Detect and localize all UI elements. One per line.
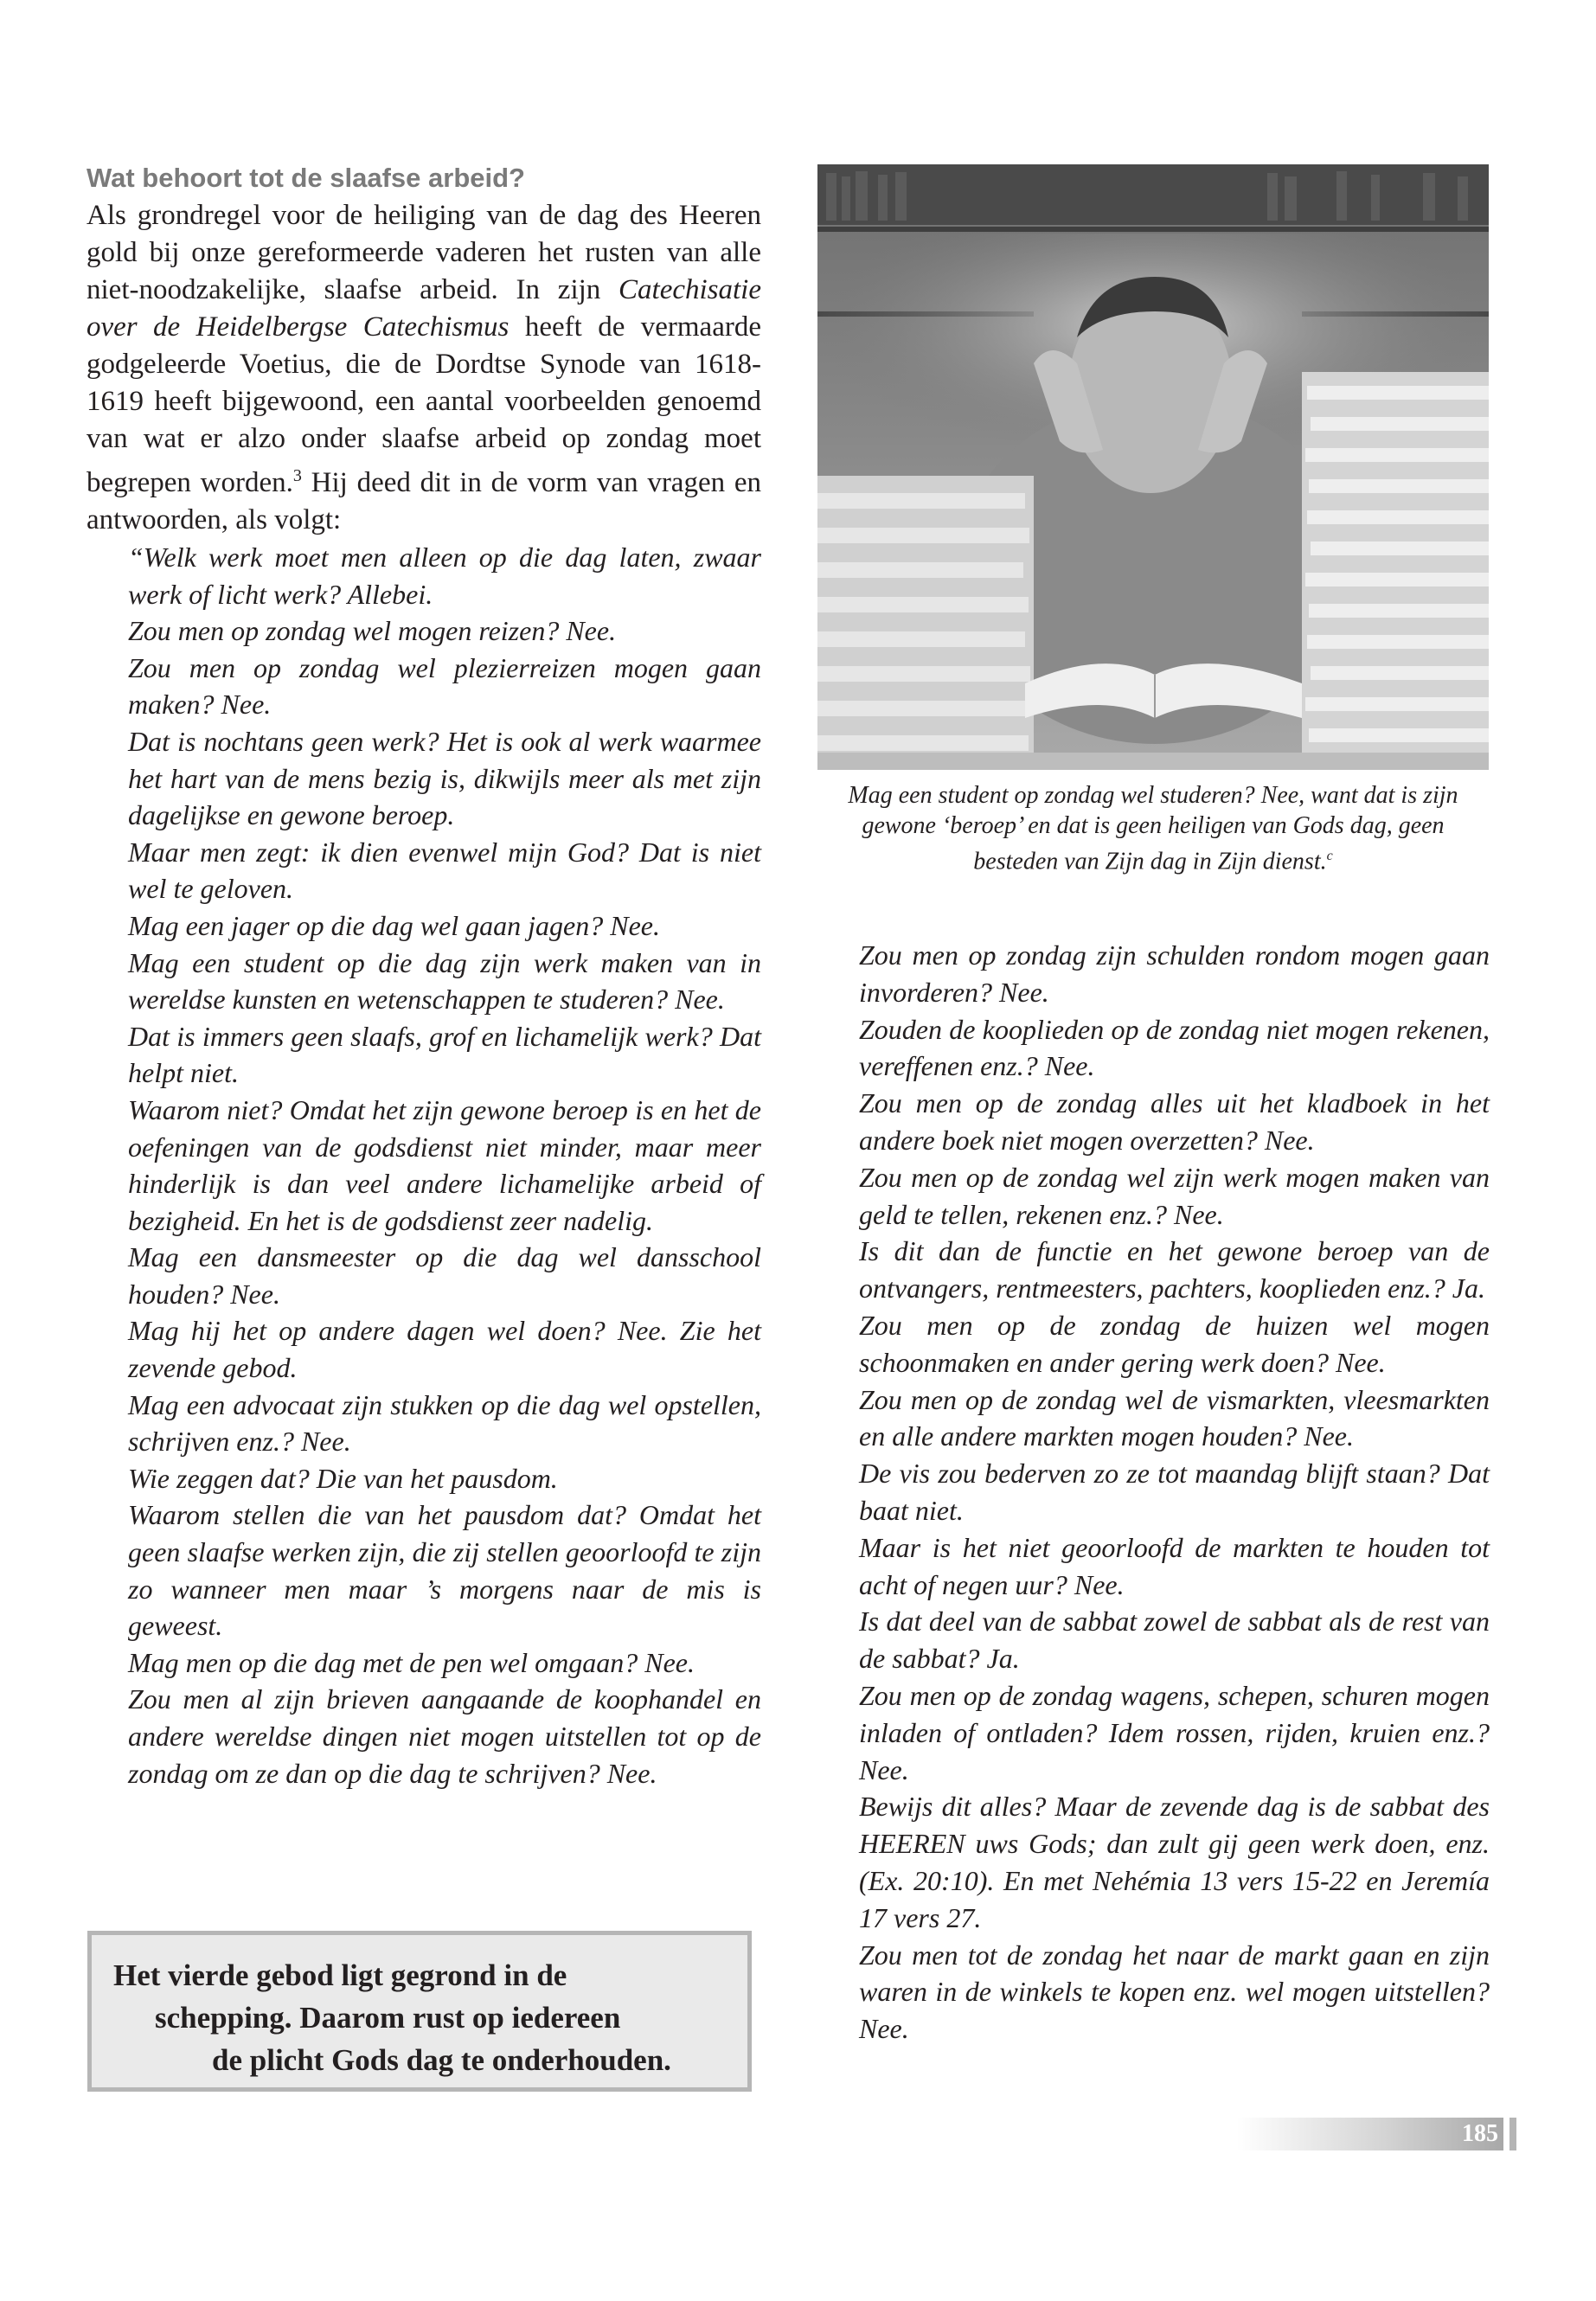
photo-caption xyxy=(817,780,1490,876)
quote-line: Waarom stellen die van het pausdom dat? Omdat het geen slaafse werken zijn, die zij stellen geoorloofd te zijn zo wanneer men maar ’s morgens naar de mis is geweest. xyxy=(128,1499,761,1642)
quote-list-left xyxy=(128,539,761,1791)
quote-line: “Welk werk moet men alleen op die dag laten, zwaar werk of licht werk? Allebei. xyxy=(128,542,761,610)
quote-line: Zou men op de zondag alles uit het kladboek in het andere boek niet mogen overzetten? Nee. xyxy=(859,1087,1490,1156)
quote-line: Dat is nochtans geen werk? Het is ook al werk waarmee het hart van de mens bezig is, dikwijls meer als met zijn dagelijkse en gewone beroep. xyxy=(128,725,761,831)
intro-paragraph xyxy=(87,197,761,539)
intro-text-middle: heeft de vermaarde godgeleerde Voetius, die de Dordtse Synode van 1618-1619 heeft bijgewoond, een aantal voorbeelden genoemd van wat er alzo onder slaafse arbeid op zondag moet begrepen worden. xyxy=(87,311,761,498)
quote-line: Zou men op zondag wel plezierreizen mogen gaan maken? Nee. xyxy=(128,651,761,721)
intro-text-end: Hij deed dit in de vorm van vragen en antwoorden, als volgt: xyxy=(87,467,761,535)
quote-line: Is dat deel van de sabbat zowel de sabbat als de rest van de sabbat? Ja. xyxy=(859,1606,1490,1675)
page-number-tick xyxy=(1509,2118,1516,2150)
quote-line: Maar men zegt: ik dien evenwel mijn God? Dat is niet wel te geloven. xyxy=(128,836,761,905)
quote-line: Zou men op de zondag wel de vismarkten, vleesmarkten en alle andere markten mogen houden? Nee. xyxy=(859,1383,1490,1452)
student-reading-image xyxy=(817,164,1489,770)
caption-ref: c xyxy=(1326,849,1333,863)
quote-line: De vis zou bederven zo ze tot maandag blijft staan? Dat baat niet. xyxy=(859,1458,1490,1526)
quote-line: Zou men op zondag wel mogen reizen? Nee. xyxy=(128,615,617,647)
quote-line: Zou men op de zondag de huizen wel mogen schoonmaken en ander gering werk doen? Nee. xyxy=(859,1309,1490,1378)
quote-line: Waarom niet? Omdat het zijn gewone beroep is en het de oefeningen van de godsdienst niet minder, maar meer hinderlijk is dan veel andere lichamelijke arbeid of bezigheid. En het is de godsdienst zeer nadelig. xyxy=(128,1093,761,1236)
quote-line: Zou men al zijn brieven aangaande de koophandel en andere wereldse dingen niet mogen uitstellen tot op de zondag om ze dan op die dag te schrijven? Nee. xyxy=(128,1683,761,1789)
student-photo xyxy=(817,164,1489,770)
callout-line-3: de plicht Gods dag te onderhouden. xyxy=(212,2043,671,2077)
quote-line: Zouden de kooplieden op de zondag niet mogen rekenen, vereffenen enz.? Nee. xyxy=(859,1013,1490,1082)
quote-line: Mag een jager op die dag wel gaan jagen? Nee. xyxy=(128,909,660,941)
quote-line: Maar is het niet geoorloofd de markten te houden tot acht of negen uur? Nee. xyxy=(859,1531,1490,1600)
quote-line: Wie zeggen dat? Die van het pausdom. xyxy=(128,1462,558,1494)
quote-line: Dat is immers geen slaafs, grof en lichamelijk werk? Dat helpt niet. xyxy=(128,1020,761,1089)
intro-text-start: Als grondregel voor de heiliging van de dag des Heeren gold bij onze gereformeerde vaderen het rusten van alle niet-noodzakelijke, slaafse arbeid. In zijn xyxy=(87,200,761,305)
quote-line: Zou men op zondag zijn schulden rondom mogen gaan invorderen? Nee. xyxy=(859,939,1490,1008)
quote-line: Is dit dan de functie en het gewone beroep van de ontvangers, rentmeesters, pachters, kooplieden enz.? Ja. xyxy=(859,1235,1490,1304)
quote-list-right xyxy=(859,937,1490,2048)
quote-line: Zou men op de zondag wel zijn werk mogen maken van geld te tellen, rekenen enz.? Nee. xyxy=(859,1161,1490,1230)
quote-line: Mag een student op die dag zijn werk maken van in wereldse kunsten en wetenschappen te studeren? Nee. xyxy=(128,946,761,1016)
quote-line: Zou men op de zondag wagens, schepen, schuren mogen inladen of ontladen? Idem rossen, rijden, kruien enz.? Nee. xyxy=(859,1679,1490,1785)
section-heading: Wat behoort tot de slaafse arbeid? xyxy=(87,163,525,193)
quote-line: Mag een dansmeester op die dag wel dansschool houden? Nee. xyxy=(128,1241,761,1310)
left-column xyxy=(87,159,761,1791)
footnote-ref: 3 xyxy=(292,466,302,485)
quote-line: Mag een advocaat zijn stukken op die dag wel opstellen, schrijven enz.? Nee. xyxy=(128,1388,761,1458)
quote-line: Mag hij het op andere dagen wel doen? Nee. Zie het zevende gebod. xyxy=(128,1315,761,1384)
quote-line: Bewijs dit alles? Maar de zevende dag is de sabbat des HEEREN uws Gods; dan zult gij geen werk doen, enz. (Ex. 20:10). En met Nehémia 13 vers 15-22 en Jeremía 17 vers 27. xyxy=(859,1791,1490,1933)
caption-text: Mag een student op zondag wel studeren? Nee, want dat is zijn gewone ‘beroep’ en dat is geen heiligen van Gods dag, geen besteden van Zijn dag in Zijn dienst. xyxy=(848,782,1458,875)
page-number: 185 xyxy=(1462,2120,1498,2147)
callout-line-2: schepping. Daarom rust op iedereen xyxy=(155,2001,621,2035)
callout-line-1: Het vierde gebod ligt gegrond in de xyxy=(113,1958,567,1992)
callout-box xyxy=(87,1931,752,2092)
book-title: Catechisatie over de Heidelbergse Catechismus xyxy=(87,274,761,343)
quote-line: Zou men tot de zondag het naar de markt gaan en zijn waren in de winkels te kopen enz. wel mogen uitstellen? Nee. xyxy=(859,1939,1490,2045)
quote-line: Mag men op die dag met de pen wel omgaan? Nee. xyxy=(128,1646,695,1678)
